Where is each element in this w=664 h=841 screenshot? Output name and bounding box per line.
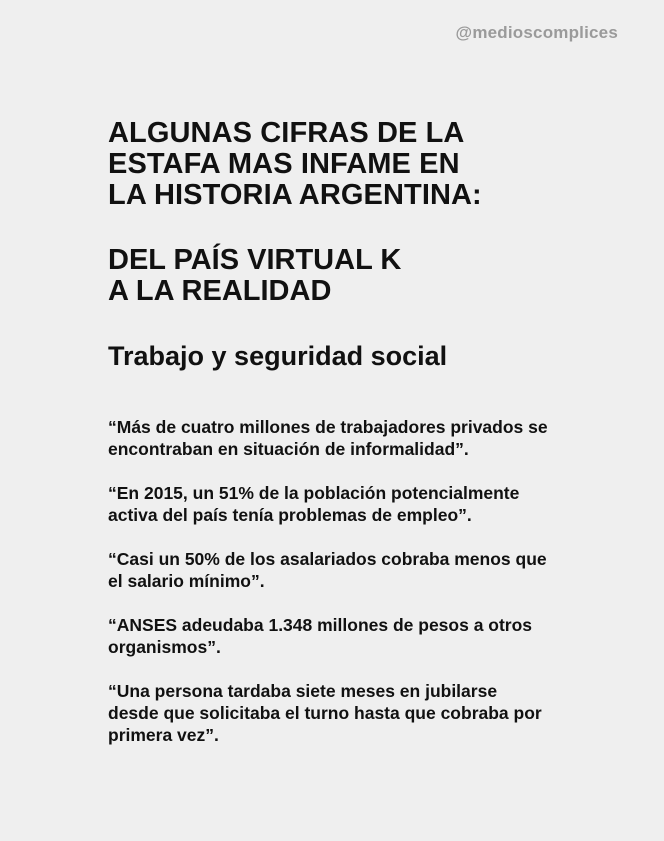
quote-line: “ANSES adeudaba 1.348 millones de pesos a otros xyxy=(108,615,533,635)
article-body xyxy=(108,118,628,768)
quote-line: el salario mínimo”. xyxy=(108,571,265,591)
quote-line: primera vez”. xyxy=(108,725,219,745)
quote-line: “En 2015, un 51% de la población potencialmente xyxy=(108,483,520,503)
quote-item xyxy=(108,548,628,592)
quote-item xyxy=(108,482,628,526)
quote-item xyxy=(108,416,628,460)
quote-line: activa del país tenía problemas de empleo”. xyxy=(108,505,472,525)
quote-line: “Casi un 50% de los asalariados cobraba menos que xyxy=(108,549,547,569)
quote-item xyxy=(108,680,628,746)
section-title: Trabajo y seguridad social xyxy=(108,341,448,371)
headline xyxy=(108,118,628,211)
quote-line: encontraban en situación de informalidad”. xyxy=(108,439,469,459)
quote-item xyxy=(108,614,628,658)
subheadline xyxy=(108,245,628,307)
headline-line: LA HISTORIA ARGENTINA: xyxy=(108,179,482,211)
quote-line: “Más de cuatro millones de trabajadores privados se xyxy=(108,417,548,437)
quote-line: desde que solicitaba el turno hasta que cobraba por xyxy=(108,703,542,723)
quote-list xyxy=(108,416,628,746)
headline-line: ALGUNAS CIFRAS DE LA xyxy=(108,117,465,149)
subheadline-line: A LA REALIDAD xyxy=(108,275,332,307)
subheadline-line: DEL PAÍS VIRTUAL K xyxy=(108,244,402,276)
headline-line: ESTAFA MAS INFAME EN xyxy=(108,148,460,180)
quote-line: organismos”. xyxy=(108,637,221,657)
author-handle: @medioscomplices xyxy=(455,23,618,42)
quote-line: “Una persona tardaba siete meses en jubilarse xyxy=(108,681,498,701)
